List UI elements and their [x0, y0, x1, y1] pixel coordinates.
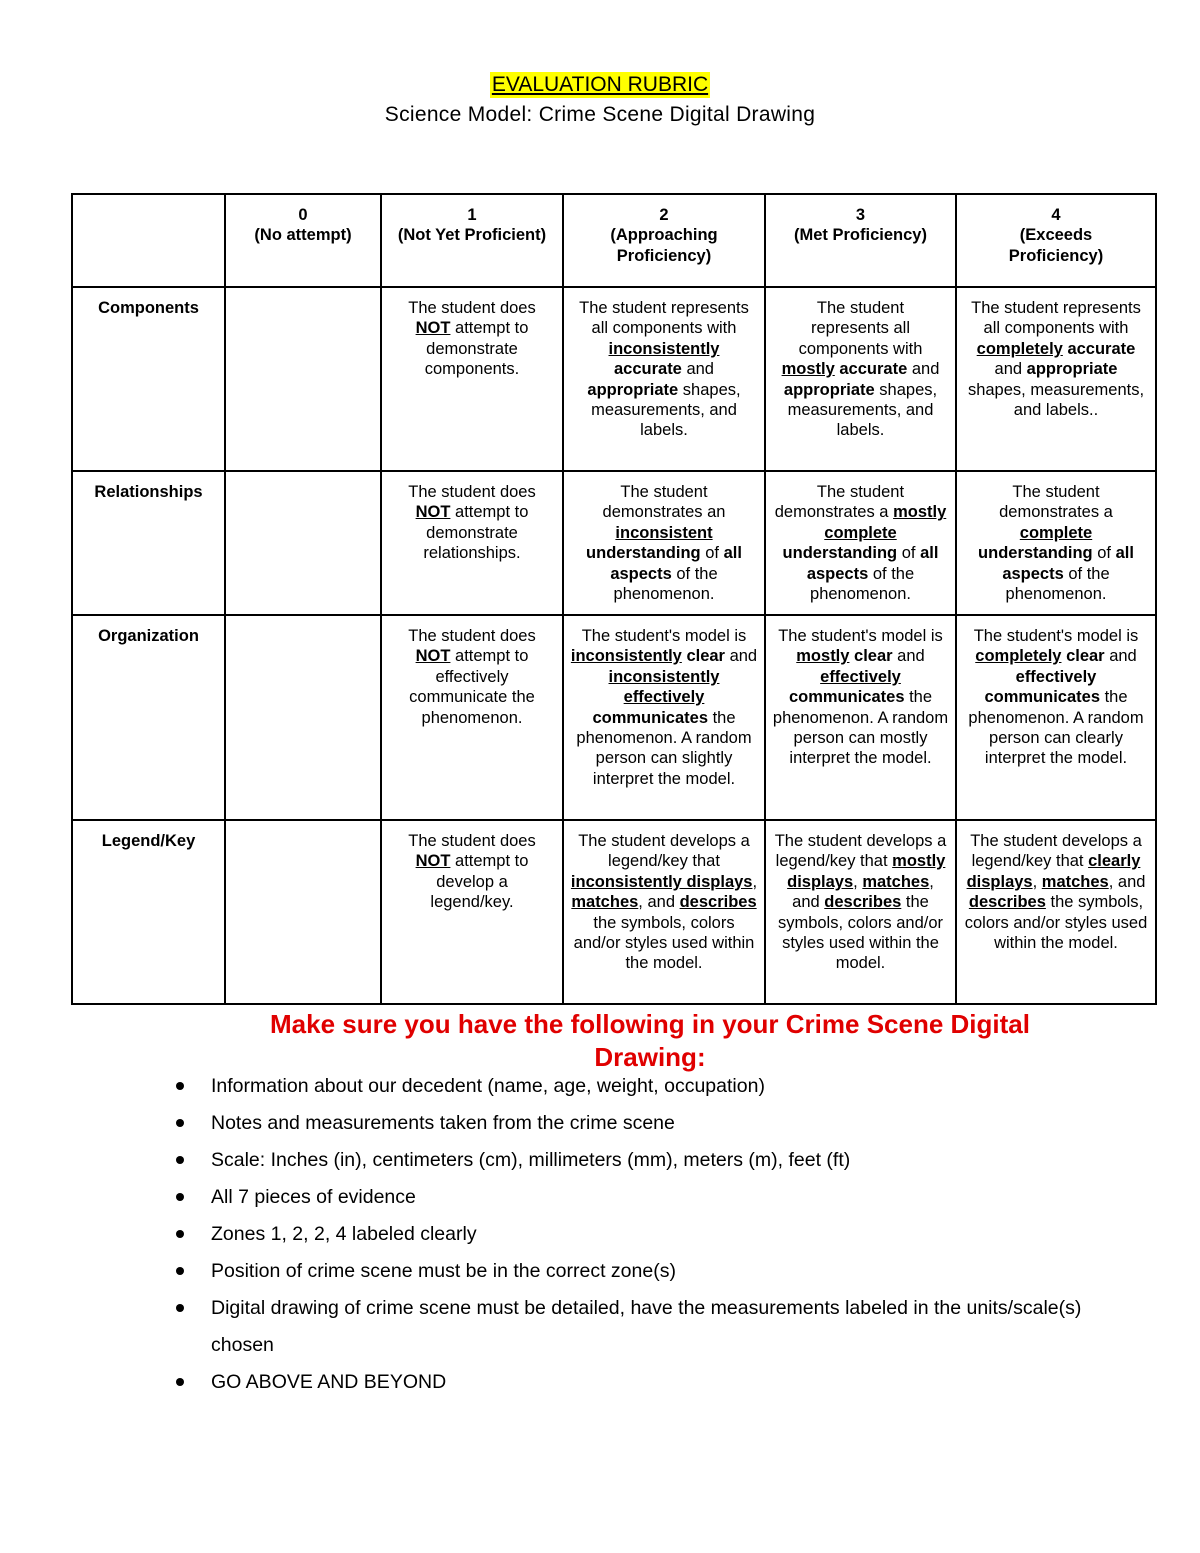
- bullet-icon: [176, 1156, 184, 1164]
- rubric-cell: [563, 615, 765, 820]
- document-header: [0, 72, 1200, 128]
- emphasis-text: clearly displays: [966, 852, 1141, 891]
- bullet-icon: [176, 1082, 184, 1090]
- list-item: [172, 1142, 1132, 1179]
- rubric-cell: [381, 820, 563, 1004]
- document-subtitle: Science Model: Crime Scene Digital Drawing: [384, 103, 816, 126]
- cell-text: The student represents all components with: [971, 299, 1141, 338]
- cell-text: ,: [853, 872, 863, 891]
- rubric-cell: [381, 471, 563, 615]
- rubric-row-legend-key: [72, 820, 1156, 1004]
- rubric-row-organization: [72, 615, 1156, 820]
- list-item: [172, 1216, 1132, 1253]
- emphasis-text: complete: [1019, 523, 1093, 542]
- emphasis-text: clear: [686, 647, 725, 666]
- emphasis-text: appropriate: [1026, 360, 1118, 379]
- list-item-text: Zones 1, 2, 2, 4 labeled clearly: [211, 1223, 477, 1245]
- cell-text: shapes, measurements, and labels..: [967, 380, 1145, 420]
- rubric-row-components: [72, 287, 1156, 471]
- level-header-1: [381, 194, 563, 287]
- emphasis-text: understanding: [782, 544, 898, 563]
- criterion-label: Organization: [72, 615, 225, 820]
- cell-text: of: [700, 544, 724, 563]
- list-item: [172, 1179, 1132, 1216]
- criterion-label: Relationships: [72, 471, 225, 615]
- level-score: 0: [298, 206, 308, 224]
- cell-text: The student demonstrates a: [774, 483, 905, 522]
- cell-text: and: [681, 360, 714, 379]
- emphasis-text: inconsistently: [570, 647, 682, 666]
- level-score: 3: [855, 206, 866, 224]
- rubric-cell: [563, 471, 765, 615]
- list-item-text: Digital drawing of crime scene must be detailed, have the measurements labeled in the units/scale(s) chosen: [211, 1297, 1082, 1356]
- emphasis-text: appropriate: [587, 380, 679, 399]
- list-item-text: GO ABOVE AND BEYOND: [211, 1371, 447, 1393]
- emphasis-text: completely: [976, 339, 1063, 358]
- emphasis-text: mostly complete: [824, 503, 947, 542]
- level-header-2: [563, 194, 765, 287]
- emphasis-text: all aspects: [806, 544, 939, 583]
- cell-text: attempt to effectively communicate the phenomenon.: [409, 647, 535, 727]
- emphasis-text: clear: [854, 647, 893, 666]
- rubric-corner-cell: [72, 194, 225, 287]
- bullet-icon: [176, 1304, 184, 1312]
- cell-text: The student does: [408, 832, 536, 850]
- bullet-icon: [176, 1267, 184, 1275]
- cell-text: and: [892, 647, 925, 666]
- rubric-cell: [956, 615, 1156, 820]
- requirements-checklist: [172, 1068, 1132, 1401]
- cell-text: the phenomenon. A random person can clearly interpret the model.: [968, 688, 1144, 768]
- emphasis-text: describes: [824, 893, 902, 912]
- document-title: EVALUATION RUBRIC: [491, 73, 709, 96]
- level-name: (Met Proficiency): [794, 226, 927, 245]
- emphasis-text: all aspects: [610, 544, 742, 583]
- emphasis-text: appropriate: [783, 380, 875, 399]
- bullet-icon: [176, 1193, 184, 1201]
- cell-text: The student's model is: [973, 627, 1139, 645]
- cell-text: of the phenomenon.: [1005, 564, 1110, 604]
- emphasis-text: describes: [968, 893, 1046, 912]
- emphasis-text: inconsistent: [615, 523, 713, 542]
- list-item-text: Notes and measurements taken from the crime scene: [211, 1112, 675, 1134]
- bullet-icon: [176, 1119, 184, 1127]
- list-item: [172, 1364, 1132, 1401]
- rubric-cell: [563, 287, 765, 471]
- cell-text: attempt to develop a legend/key.: [430, 852, 529, 912]
- cell-text: ,: [1032, 872, 1042, 891]
- emphasis-text: matches: [1041, 872, 1109, 891]
- cell-text: The student develops a legend/key that: [970, 832, 1142, 871]
- cell-text: The student demonstrates a: [999, 483, 1113, 522]
- cell-text: ,: [752, 872, 758, 891]
- emphasis-text: inconsistently: [608, 339, 720, 358]
- emphasis-text: accurate: [613, 360, 682, 379]
- emphasis-text: inconsistently displays: [570, 872, 753, 891]
- cell-text: The student develops a legend/key that: [774, 832, 947, 871]
- cell-text: , and: [792, 872, 934, 912]
- emphasis-text: understanding: [978, 544, 1093, 563]
- rubric-cell: [381, 287, 563, 471]
- emphasis-text: understanding: [586, 544, 701, 563]
- emphasis-text: NOT: [415, 319, 451, 338]
- cell-text: , and: [638, 893, 680, 912]
- level-name: (Exceeds Proficiency): [1008, 226, 1104, 265]
- rubric-cell: [225, 287, 381, 471]
- level-name: (Approaching Proficiency): [610, 226, 718, 265]
- emphasis-text: clear: [1066, 647, 1105, 666]
- emphasis-text: accurate: [839, 360, 908, 379]
- level-header-3: [765, 194, 956, 287]
- cell-text: attempt to demonstrate relationships.: [423, 503, 529, 563]
- level-name: (Not Yet Proficient): [397, 226, 547, 245]
- reminder-heading-line1: Make sure you have the following in your Crime Scene Digital: [270, 1009, 1030, 1039]
- level-score: 1: [467, 206, 477, 224]
- emphasis-text: mostly: [781, 360, 835, 379]
- rubric-cell: [956, 471, 1156, 615]
- rubric-cell: [563, 820, 765, 1004]
- cell-text: the symbols, colors and/or styles used within the model.: [777, 893, 944, 973]
- level-header-0: [225, 194, 381, 287]
- emphasis-text: NOT: [415, 503, 451, 522]
- rubric-cell: [765, 820, 956, 1004]
- emphasis-text: all aspects: [1002, 544, 1134, 583]
- rubric-cell: [225, 615, 381, 820]
- cell-text: shapes, measurements, and labels.: [591, 380, 741, 440]
- cell-text: attempt to demonstrate components.: [424, 319, 529, 379]
- rubric-cell: [765, 287, 956, 471]
- cell-text: , and: [1108, 872, 1146, 891]
- list-item-text: Position of crime scene must be in the correct zone(s): [211, 1260, 676, 1282]
- emphasis-text: completely: [975, 647, 1062, 666]
- bullet-icon: [176, 1230, 184, 1238]
- list-item: [172, 1105, 1132, 1142]
- rubric-cell: [225, 820, 381, 1004]
- rubric-cell: [956, 287, 1156, 471]
- rubric-cell: [381, 615, 563, 820]
- list-item-text: Scale: Inches (in), centimeters (cm), millimeters (mm), meters (m), feet (ft): [211, 1149, 851, 1171]
- cell-text: of the phenomenon.: [613, 564, 718, 604]
- list-item: [172, 1290, 1132, 1364]
- reminder-heading: [150, 1008, 1150, 1074]
- reminder-heading-line2: Drawing:: [594, 1042, 706, 1072]
- level-name: (No attempt): [254, 226, 352, 245]
- rubric-cell: [765, 615, 956, 820]
- list-item: [172, 1253, 1132, 1290]
- list-item-text: All 7 pieces of evidence: [211, 1186, 416, 1208]
- cell-text: and: [907, 360, 940, 379]
- level-header-4: [956, 194, 1156, 287]
- level-score: 4: [1051, 206, 1061, 224]
- rubric-cell: [225, 471, 381, 615]
- list-item: [172, 1068, 1132, 1105]
- emphasis-text: communicates: [788, 688, 905, 707]
- cell-text: and: [724, 647, 758, 666]
- emphasis-text: NOT: [415, 647, 451, 666]
- cell-text: The student does: [408, 483, 536, 501]
- rubric-row-relationships: [72, 471, 1156, 615]
- cell-text: the symbols, colors and/or styles used within the model.: [573, 913, 755, 973]
- cell-text: The student demonstrates an: [602, 483, 726, 522]
- bullet-icon: [176, 1378, 184, 1386]
- criterion-label: Components: [72, 287, 225, 471]
- emphasis-text: effectively communicates: [984, 667, 1100, 707]
- emphasis-text: accurate: [1067, 339, 1136, 358]
- list-item-text: Information about our decedent (name, age, weight, occupation): [211, 1075, 765, 1097]
- emphasis-text: matches: [862, 872, 930, 891]
- cell-text: shapes, measurements, and labels.: [787, 380, 938, 440]
- cell-text: The student's model is: [581, 627, 747, 645]
- cell-text: The student's model is: [778, 627, 943, 645]
- cell-text: the phenomenon. A random person can mostly interpret the model.: [772, 688, 949, 768]
- cell-text: The student represents all components with: [798, 299, 923, 358]
- emphasis-text: NOT: [415, 852, 451, 871]
- emphasis-text: effectively: [820, 667, 901, 686]
- cell-text: of: [897, 544, 921, 563]
- emphasis-text: describes: [679, 893, 757, 912]
- rubric-cell: [765, 471, 956, 615]
- cell-text: The student does: [408, 299, 536, 317]
- cell-text: of: [1092, 544, 1116, 563]
- cell-text: the symbols, colors and/or styles used within the model.: [964, 893, 1148, 953]
- cell-text: and: [1104, 647, 1137, 666]
- criterion-label: Legend/Key: [72, 820, 225, 1004]
- level-score: 2: [659, 206, 669, 224]
- cell-text: The student develops a legend/key that: [578, 832, 750, 871]
- cell-text: the phenomenon. A random person can slightly interpret the model.: [576, 708, 752, 788]
- cell-text: The student represents all components with: [579, 299, 749, 338]
- cell-text: and: [994, 360, 1027, 379]
- emphasis-text: mostly displays: [787, 852, 946, 891]
- emphasis-text: inconsistently effectively: [608, 667, 720, 707]
- emphasis-text: mostly: [796, 647, 850, 666]
- evaluation-rubric-table: [71, 193, 1157, 1005]
- emphasis-text: communicates: [592, 708, 708, 727]
- emphasis-text: matches: [571, 893, 639, 912]
- cell-text: The student does: [408, 627, 536, 645]
- rubric-cell: [956, 820, 1156, 1004]
- cell-text: of the phenomenon.: [810, 564, 915, 604]
- rubric-header-row: [72, 194, 1156, 287]
